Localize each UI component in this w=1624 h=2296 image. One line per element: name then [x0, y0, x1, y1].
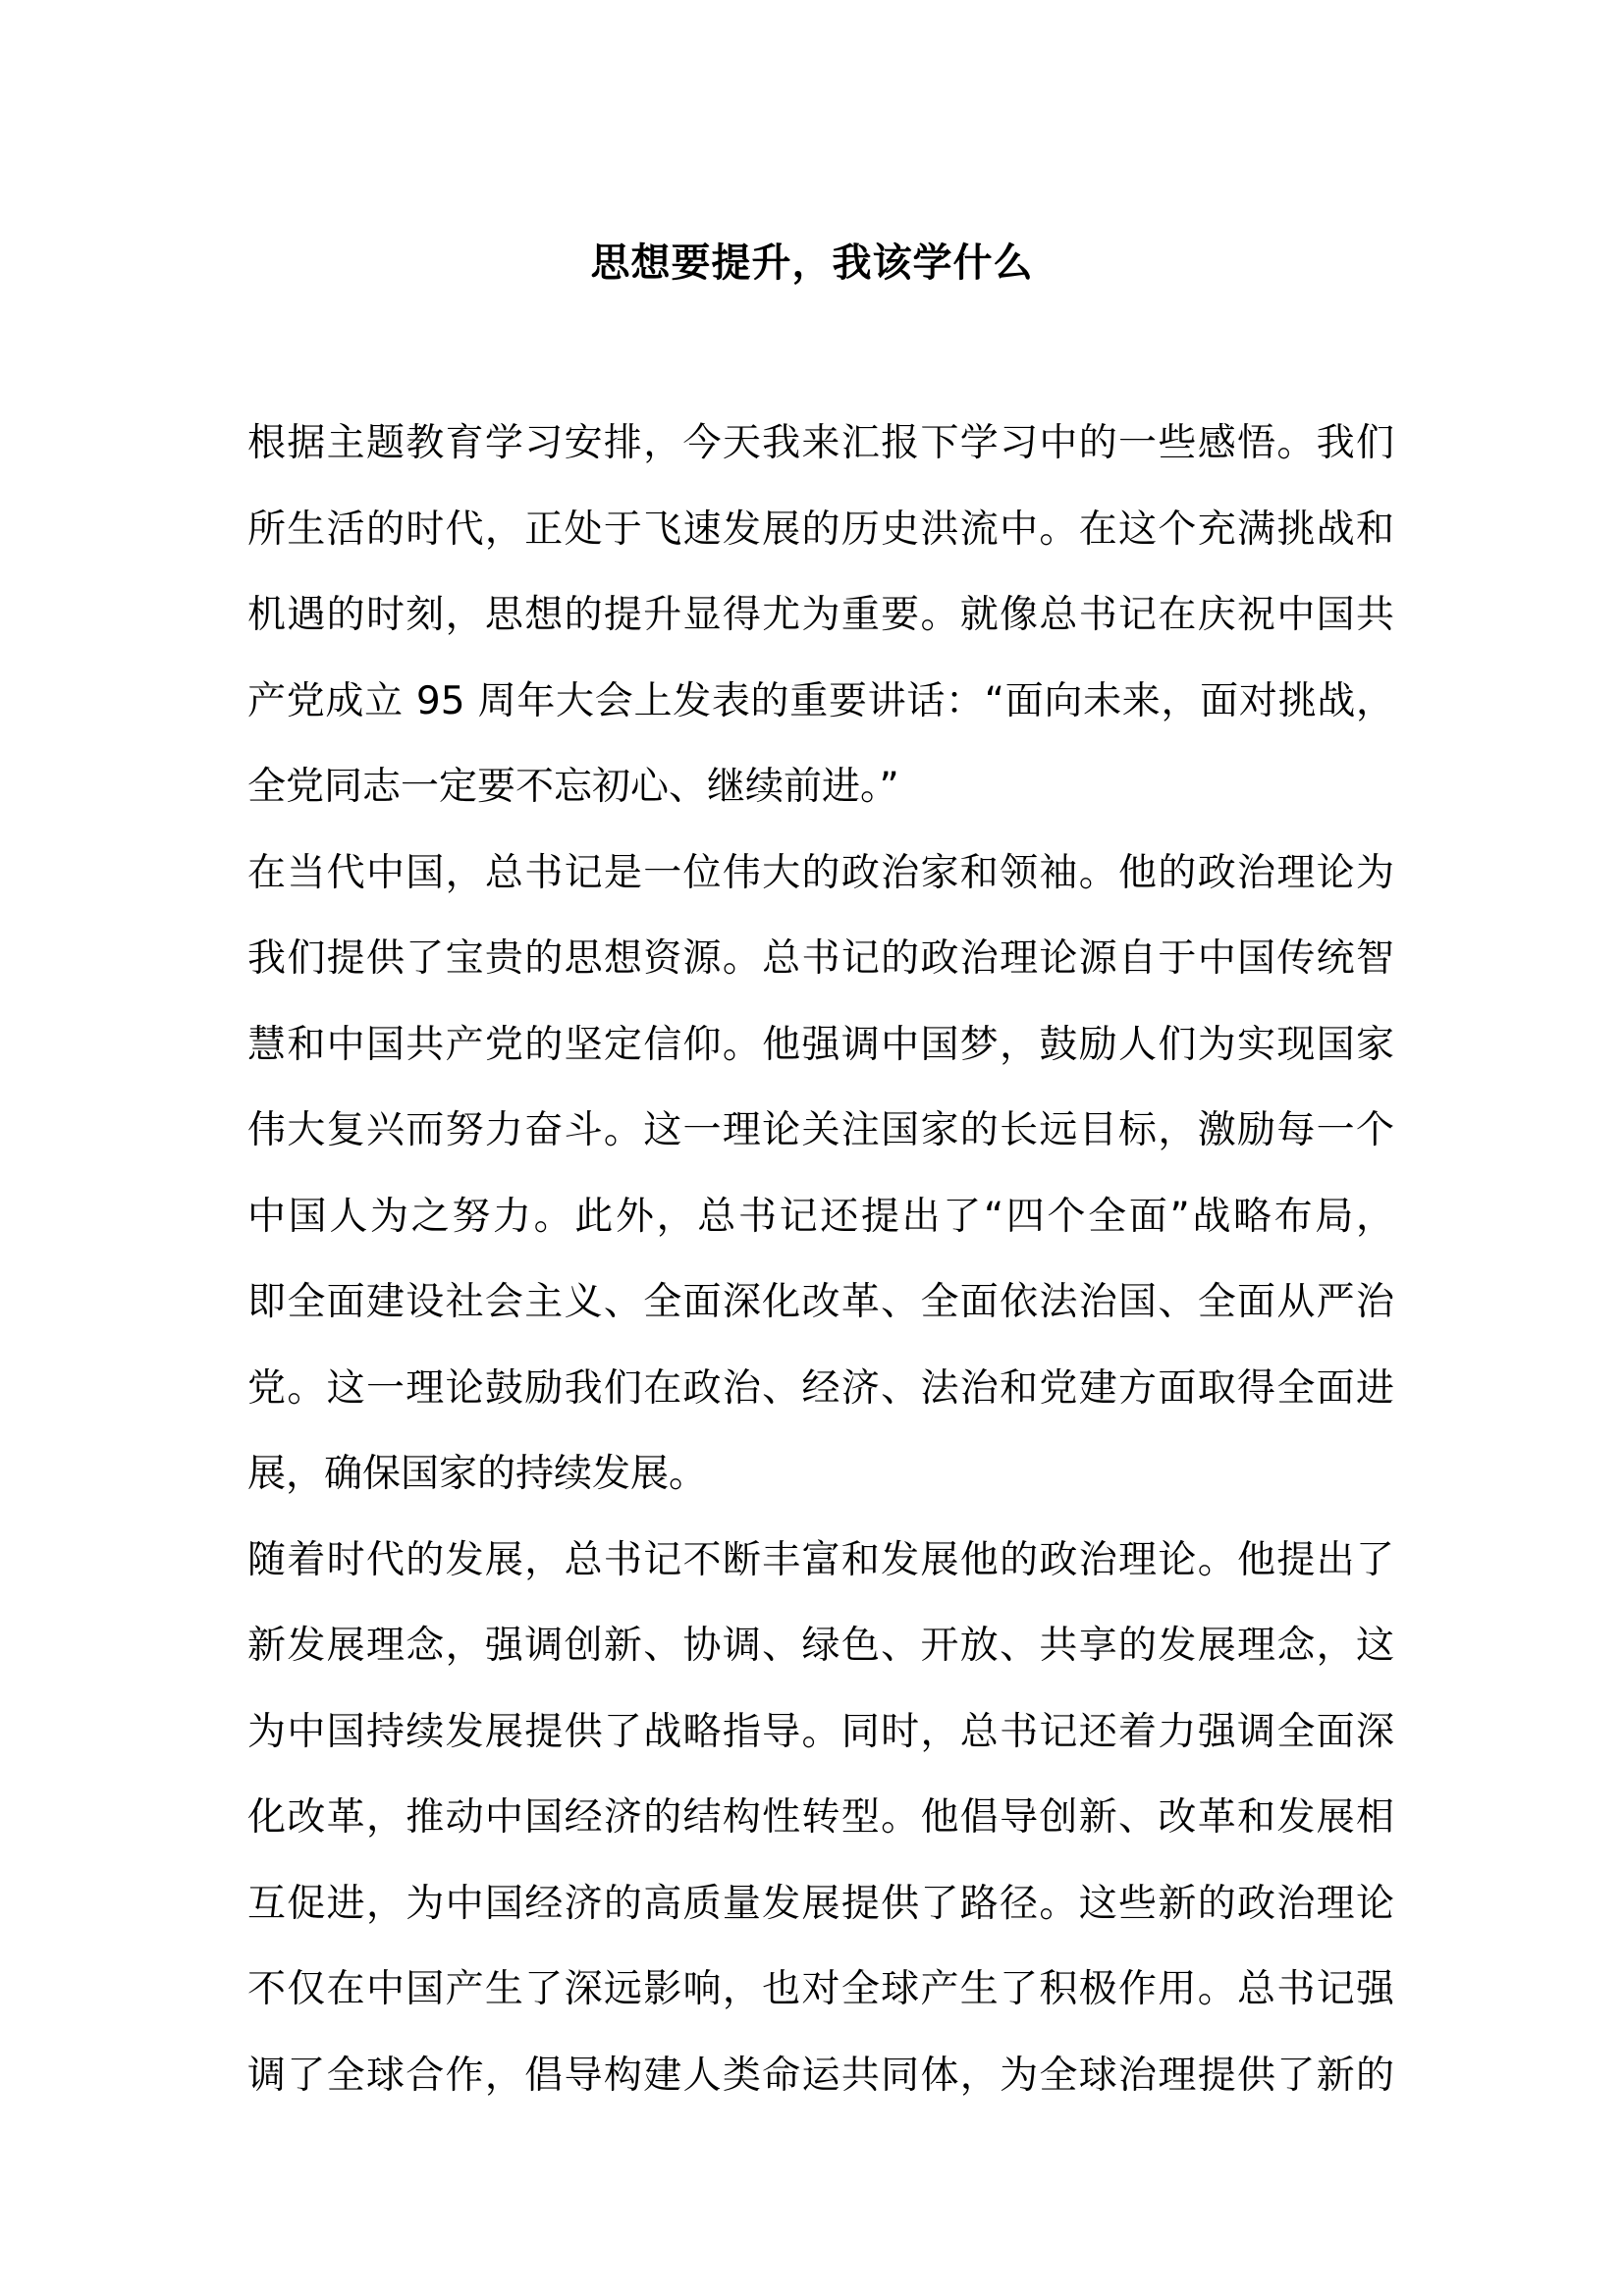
text-line: 调了全球合作，倡导构建人类命运共同体，为全球治理提供了新的 [247, 2053, 1394, 2098]
document-body [247, 400, 1394, 2118]
text-line: 所生活的时代，正处于飞速发展的历史洪流中。在这个充满挑战和 [247, 507, 1394, 552]
text-line: 伟大复兴而努力奋斗。这一理论关注国家的长远目标，激励每一个 [247, 1108, 1394, 1152]
text-line: 我们提供了宝贵的思想资源。总书记的政治理论源自于中国传统智 [247, 936, 1394, 981]
text-line: 不仅在中国产生了深远影响，也对全球产生了积极作用。总书记强 [247, 1967, 1394, 2011]
text-line: 随着时代的发展，总书记不断丰富和发展他的政治理论。他提出了 [247, 1537, 1394, 1582]
text-line: 根据主题教育学习安排，今天我来汇报下学习中的一些感悟。我们 [247, 421, 1394, 465]
text-line: 慧和中国共产党的坚定信仰。他强调中国梦，鼓励人们为实现国家 [247, 1022, 1394, 1067]
text-line: 机遇的时刻，思想的提升显得尤为重要。就像总书记在庆祝中国共 [247, 593, 1394, 637]
text-line: 即全面建设社会主义、全面深化改革、全面依法治国、全面从严治 [247, 1280, 1394, 1324]
text-line: 展，确保国家的持续发展。 [247, 1452, 708, 1496]
text-line: 中国人为之努力。此外，总书记还提出了“四个全面”战略布局， [247, 1194, 1394, 1239]
text-line: 党。这一理论鼓励我们在政治、经济、法治和党建方面取得全面进 [247, 1365, 1394, 1411]
text-line: 全党同志一定要不忘初心、继续前进。” [247, 765, 899, 809]
text-line: 在当代中国，总书记是一位伟大的政治家和领袖。他的政治理论为 [247, 850, 1394, 895]
text-line: 新发展理念，强调创新、协调、绿色、开放、共享的发展理念，这 [247, 1624, 1394, 1668]
paragraph-3 [247, 1518, 1394, 2119]
paragraph-2 [247, 830, 1394, 1518]
document-title: 思想要提升，我该学什么 [590, 240, 1034, 286]
text-line: 产党成立 95 周年大会上发表的重要讲话：“面向未来，面对挑战， [247, 678, 1394, 723]
text-line: 为中国持续发展提供了战略指导。同时，总书记还着力强调全面深 [247, 1709, 1394, 1754]
text-line: 化改革，推动中国经济的结构性转型。他倡导创新、改革和发展相 [247, 1795, 1394, 1840]
paragraph-1 [247, 400, 1394, 830]
text-line: 互促进，为中国经济的高质量发展提供了路径。这些新的政治理论 [247, 1881, 1394, 1926]
